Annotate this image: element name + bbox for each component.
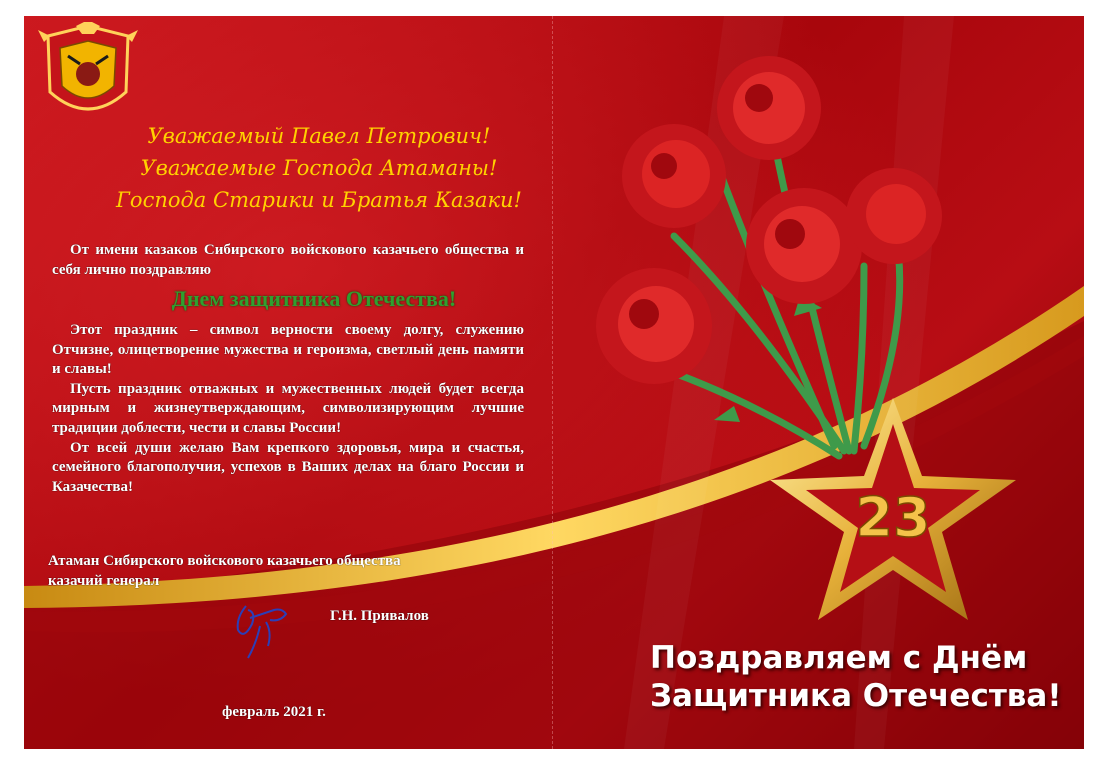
greeting-line-1: Уважаемый Павел Петрович! xyxy=(147,124,491,148)
cossack-emblem-icon xyxy=(38,22,138,130)
greeting-line-3: Господа Старики и Братья Казаки! xyxy=(116,188,522,212)
greeting-card xyxy=(24,16,1084,749)
letter-date: февраль 2021 г. xyxy=(222,704,326,720)
signer-name: Г.Н. Привалов xyxy=(330,608,429,624)
holiday-title: Днем защитника Отечества! xyxy=(171,286,457,311)
message-body xyxy=(52,321,524,497)
gold-star-icon xyxy=(766,394,1020,624)
paragraph-3: От всей души желаю Вам крепкого здоровья, мира и счастья, семейного благополучия, успехов в Ваших делах на благо России и Казачества! xyxy=(52,439,524,495)
intro-paragraph: От имени казаков Сибирского войскового казачьего общества и себя лично поздравляю xyxy=(52,242,524,278)
paragraph-2: Пусть праздник отважных и мужественных людей будет всегда мирным и жизнеутверждающим, символизирующим лучшие традиции доблести, чести и славы России! xyxy=(52,380,524,436)
paragraph-1: Этот праздник – символ верности своему долгу, служению Отчизне, олицетворение мужества и героизма, светлый день памяти и славы! xyxy=(52,322,524,378)
star-number: 23 xyxy=(855,486,931,549)
greeting-line-2: Уважаемые Господа Атаманы! xyxy=(140,156,498,180)
card-title-line-2: Защитника Отечества! xyxy=(650,678,1062,714)
handwritten-signature xyxy=(226,588,306,668)
card-title-line-1: Поздравляем с Днём xyxy=(650,640,1028,676)
intro-text xyxy=(52,241,524,280)
signer-position-1: Атаман Сибирского войскового казачьего общества xyxy=(48,553,401,569)
signer-position-2: казачий генерал xyxy=(48,573,160,589)
